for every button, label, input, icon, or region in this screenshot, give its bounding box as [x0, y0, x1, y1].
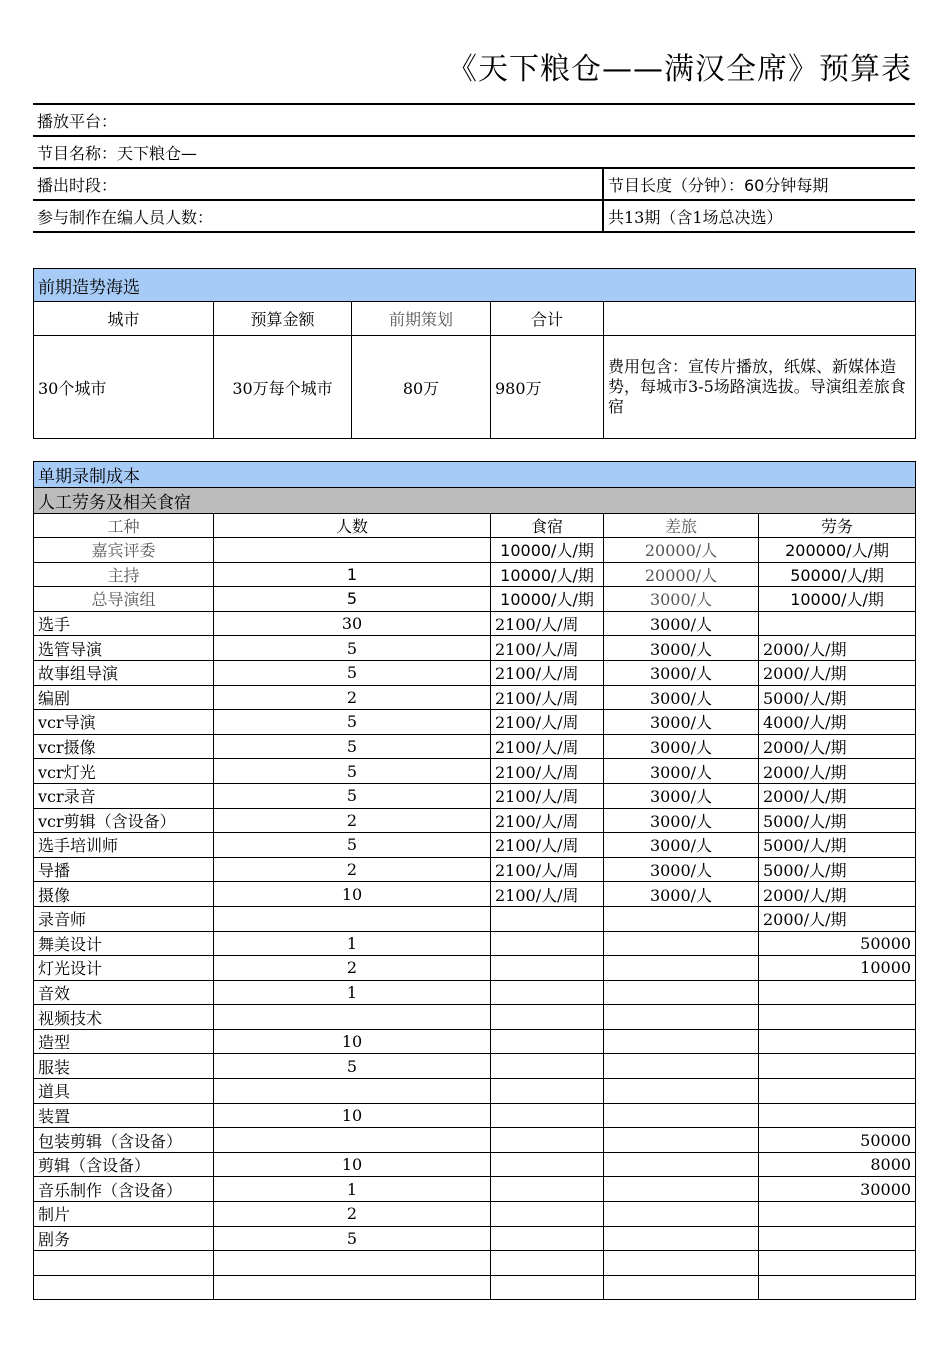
cell-travel	[604, 1177, 759, 1202]
cell-job: 录音师	[34, 906, 214, 931]
cell-lodging	[491, 1226, 604, 1251]
cell-count	[214, 1251, 491, 1276]
cell-travel	[604, 956, 759, 981]
cell-lodging	[491, 1275, 604, 1300]
cell-travel	[604, 1275, 759, 1300]
cell-lodging	[491, 1103, 604, 1128]
table-row	[34, 931, 916, 956]
table-row	[34, 636, 916, 661]
cell-job: 服装	[34, 1054, 214, 1079]
cell-job: 导播	[34, 857, 214, 882]
cell-job: 道具	[34, 1079, 214, 1104]
table-row	[34, 710, 916, 735]
cell-travel: 3000/人	[604, 685, 759, 710]
cell-lodging: 2100/人/周	[491, 660, 604, 685]
cell-lodging	[491, 1054, 604, 1079]
cell-travel	[604, 1005, 759, 1030]
table-row	[34, 783, 916, 808]
cell-count: 5	[214, 759, 491, 784]
cell-count: 1	[214, 562, 491, 587]
cell-count: 2	[214, 956, 491, 981]
cell-lodging: 2100/人/周	[491, 759, 604, 784]
cell-job: 灯光设计	[34, 956, 214, 981]
cell-travel: 3000/人	[604, 734, 759, 759]
cell-lodging	[491, 1128, 604, 1153]
cell-lodging	[491, 1202, 604, 1227]
table-row	[34, 1128, 916, 1153]
cell-travel	[604, 1202, 759, 1227]
cell-lodging	[491, 980, 604, 1005]
cell-count	[214, 1079, 491, 1104]
cell-job: 选手	[34, 611, 214, 636]
budget-value: 30万每个城市	[214, 336, 352, 439]
table-row	[34, 660, 916, 685]
episode-cost-table	[33, 461, 916, 1300]
cell-labor	[759, 1005, 916, 1030]
cell-count: 1	[214, 980, 491, 1005]
cell-labor: 5000/人/期	[759, 808, 916, 833]
cell-travel	[604, 1128, 759, 1153]
cell-labor	[759, 1275, 916, 1300]
cell-labor: 8000	[759, 1152, 916, 1177]
cell-lodging	[491, 1029, 604, 1054]
cell-labor: 2000/人/期	[759, 636, 916, 661]
cell-lodging: 2100/人/周	[491, 685, 604, 710]
cell-count: 5	[214, 783, 491, 808]
cell-travel: 3000/人	[604, 587, 759, 612]
cell-labor: 30000	[759, 1177, 916, 1202]
cell-lodging: 2100/人/周	[491, 611, 604, 636]
cell-labor	[759, 1054, 916, 1079]
cell-count	[214, 1005, 491, 1030]
table-row	[34, 980, 916, 1005]
broadcast-slot-cell: 播出时段：	[33, 168, 603, 200]
cell-job: 音乐制作（含设备）	[34, 1177, 214, 1202]
cost-note: 费用包含：宣传片播放，纸媒、新媒体造势，每城市3-5场路演选拔。导演组差旅食宿	[604, 336, 916, 439]
cell-labor: 10000	[759, 956, 916, 981]
page-title: 《天下粮仓——满汉全席》预算表	[447, 52, 912, 87]
cell-labor: 4000/人/期	[759, 710, 916, 735]
cell-travel	[604, 931, 759, 956]
cell-labor: 10000/人/期	[759, 587, 916, 612]
cell-lodging: 2100/人/周	[491, 833, 604, 858]
cell-lodging	[491, 956, 604, 981]
cell-lodging	[491, 931, 604, 956]
planning-value: 80万	[352, 336, 491, 439]
cell-labor	[759, 1103, 916, 1128]
cell-travel: 20000/人	[604, 562, 759, 587]
table-row	[34, 734, 916, 759]
cell-count	[214, 1128, 491, 1153]
cell-count: 10	[214, 1103, 491, 1128]
cell-job: vcr摄像	[34, 734, 214, 759]
cell-count: 5	[214, 734, 491, 759]
cell-labor	[759, 980, 916, 1005]
table-row	[34, 562, 916, 587]
table-row	[34, 1202, 916, 1227]
cell-travel: 3000/人	[604, 857, 759, 882]
cell-count	[214, 1275, 491, 1300]
cell-labor: 50000	[759, 1128, 916, 1153]
cell-lodging	[491, 1005, 604, 1030]
table-row	[34, 1029, 916, 1054]
cell-job: 制片	[34, 1202, 214, 1227]
cell-job: 剪辑（含设备）	[34, 1152, 214, 1177]
cell-labor: 2000/人/期	[759, 906, 916, 931]
cell-job: vcr导演	[34, 710, 214, 735]
cell-job: vcr录音	[34, 783, 214, 808]
table-row	[34, 906, 916, 931]
table-row	[34, 833, 916, 858]
cell-job: 造型	[34, 1029, 214, 1054]
cell-job: 主持	[34, 562, 214, 587]
cell-lodging	[491, 906, 604, 931]
cell-travel: 3000/人	[604, 882, 759, 907]
cell-labor: 2000/人/期	[759, 783, 916, 808]
cell-count: 5	[214, 1226, 491, 1251]
cell-count	[214, 538, 491, 563]
table-row	[34, 1079, 916, 1104]
cell-travel: 3000/人	[604, 808, 759, 833]
cell-lodging	[491, 1251, 604, 1276]
cell-labor	[759, 611, 916, 636]
cell-count: 2	[214, 685, 491, 710]
cell-labor: 2000/人/期	[759, 660, 916, 685]
cell-count: 2	[214, 1202, 491, 1227]
cell-labor	[759, 1029, 916, 1054]
cell-travel	[604, 1029, 759, 1054]
header-budget: 预算金额	[214, 302, 352, 336]
cell-lodging: 2100/人/周	[491, 636, 604, 661]
cell-job: 摄像	[34, 882, 214, 907]
cell-count: 5	[214, 1054, 491, 1079]
table-row	[34, 1103, 916, 1128]
cell-lodging	[491, 1079, 604, 1104]
cell-labor: 2000/人/期	[759, 882, 916, 907]
cell-lodging: 2100/人/周	[491, 808, 604, 833]
cell-labor: 50000	[759, 931, 916, 956]
cell-job: 总导演组	[34, 587, 214, 612]
cell-travel	[604, 1226, 759, 1251]
header-count: 人数	[214, 514, 491, 538]
cell-travel	[604, 1251, 759, 1276]
cell-count	[214, 906, 491, 931]
cell-travel	[604, 1054, 759, 1079]
header-planning: 前期策划	[352, 302, 491, 336]
cell-lodging: 10000/人/期	[491, 587, 604, 612]
total-value: 980万	[491, 336, 604, 439]
cell-travel	[604, 980, 759, 1005]
table-row	[34, 759, 916, 784]
header-city: 城市	[34, 302, 214, 336]
cell-count: 5	[214, 587, 491, 612]
cell-count: 2	[214, 808, 491, 833]
city-value: 30个城市	[34, 336, 214, 439]
cell-job: 剧务	[34, 1226, 214, 1251]
cell-labor	[759, 1226, 916, 1251]
table-row	[34, 1054, 916, 1079]
header-total: 合计	[491, 302, 604, 336]
cell-labor: 2000/人/期	[759, 734, 916, 759]
cell-job: 故事组导演	[34, 660, 214, 685]
table-row	[34, 1251, 916, 1276]
header-travel: 差旅	[604, 514, 759, 538]
cell-job: 装置	[34, 1103, 214, 1128]
cell-labor: 5000/人/期	[759, 685, 916, 710]
cell-count: 10	[214, 1029, 491, 1054]
table-row	[34, 538, 916, 563]
cell-travel: 3000/人	[604, 611, 759, 636]
cell-job: 嘉宾评委	[34, 538, 214, 563]
cell-lodging: 10000/人/期	[491, 562, 604, 587]
cell-lodging: 2100/人/周	[491, 734, 604, 759]
table-row	[34, 857, 916, 882]
cell-lodging: 2100/人/周	[491, 882, 604, 907]
cell-travel	[604, 1103, 759, 1128]
cell-job: vcr剪辑（含设备）	[34, 808, 214, 833]
table-row	[34, 1005, 916, 1030]
cell-labor: 5000/人/期	[759, 857, 916, 882]
header-lodging: 食宿	[491, 514, 604, 538]
table-row	[34, 1152, 916, 1177]
cell-job: 编剧	[34, 685, 214, 710]
cell-labor: 2000/人/期	[759, 759, 916, 784]
cell-count: 10	[214, 1152, 491, 1177]
cell-count: 5	[214, 636, 491, 661]
cell-lodging	[491, 1177, 604, 1202]
table-row	[34, 956, 916, 981]
cell-labor	[759, 1202, 916, 1227]
cell-job: 选管导演	[34, 636, 214, 661]
cell-count: 1	[214, 1177, 491, 1202]
cell-labor	[759, 1079, 916, 1104]
cell-job: 选手培训师	[34, 833, 214, 858]
cell-lodging: 2100/人/周	[491, 783, 604, 808]
cell-count: 1	[214, 931, 491, 956]
section-heading: 前期造势海选	[34, 269, 916, 302]
cell-job: vcr灯光	[34, 759, 214, 784]
table-row	[34, 882, 916, 907]
cell-count: 30	[214, 611, 491, 636]
cell-travel: 20000/人	[604, 538, 759, 563]
cell-count: 5	[214, 833, 491, 858]
cell-travel: 3000/人	[604, 660, 759, 685]
cell-labor	[759, 1251, 916, 1276]
cell-job: 包装剪辑（含设备）	[34, 1128, 214, 1153]
cell-job: 舞美设计	[34, 931, 214, 956]
cell-labor: 50000/人/期	[759, 562, 916, 587]
platform-cell: 播放平台：	[33, 104, 915, 136]
table-row	[34, 1275, 916, 1300]
episodes-cell: 共13期（含1场总决选）	[603, 200, 915, 232]
table-row	[34, 1177, 916, 1202]
table-row	[34, 685, 916, 710]
cell-job: 音效	[34, 980, 214, 1005]
header-blank	[604, 302, 916, 336]
cell-labor: 5000/人/期	[759, 833, 916, 858]
cell-count: 10	[214, 882, 491, 907]
table-row	[34, 611, 916, 636]
program-length-cell: 节目长度（分钟）：60分钟每期	[603, 168, 915, 200]
info-table	[33, 103, 915, 233]
cell-travel: 3000/人	[604, 759, 759, 784]
cell-travel: 3000/人	[604, 710, 759, 735]
header-labor: 劳务	[759, 514, 916, 538]
cell-job	[34, 1275, 214, 1300]
cell-travel	[604, 906, 759, 931]
cell-lodging	[491, 1152, 604, 1177]
cell-job: 视频技术	[34, 1005, 214, 1030]
cell-travel	[604, 1079, 759, 1104]
table-row	[34, 808, 916, 833]
cell-lodging: 2100/人/周	[491, 857, 604, 882]
cell-count: 5	[214, 710, 491, 735]
cell-count: 2	[214, 857, 491, 882]
cell-travel	[604, 1152, 759, 1177]
cell-lodging: 2100/人/周	[491, 710, 604, 735]
table-row	[34, 587, 916, 612]
section-heading: 单期录制成本	[34, 462, 916, 488]
table-row	[34, 1226, 916, 1251]
cell-travel: 3000/人	[604, 783, 759, 808]
cell-travel: 3000/人	[604, 636, 759, 661]
program-name-cell: 节目名称：天下粮仓—	[33, 136, 915, 168]
cell-lodging: 10000/人/期	[491, 538, 604, 563]
header-job: 工种	[34, 514, 214, 538]
cell-job	[34, 1251, 214, 1276]
staff-count-cell: 参与制作在编人员人数：	[33, 200, 603, 232]
preliminary-table	[33, 268, 916, 439]
cell-count: 5	[214, 660, 491, 685]
cell-travel: 3000/人	[604, 833, 759, 858]
cell-labor: 200000/人/期	[759, 538, 916, 563]
sub-heading: 人工劳务及相关食宿	[34, 488, 916, 514]
